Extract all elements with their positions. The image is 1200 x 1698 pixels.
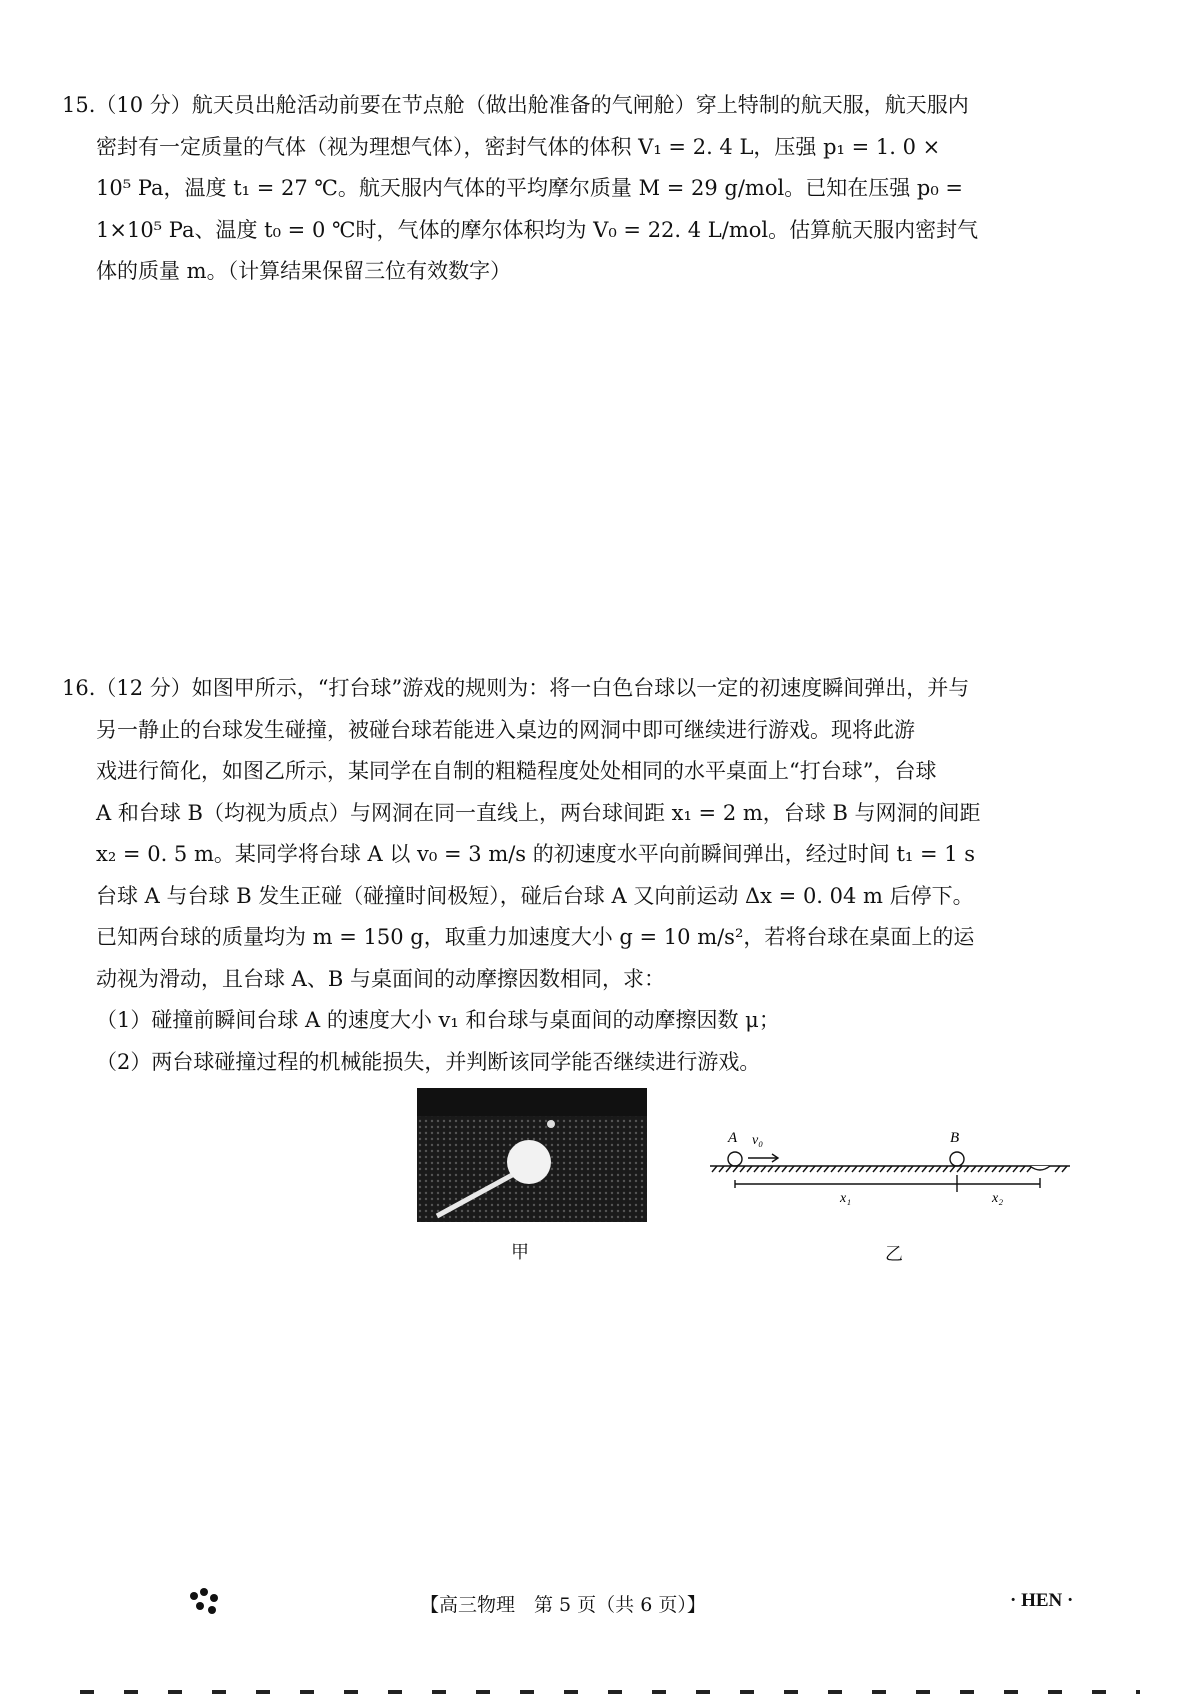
question-line: 另一静止的台球发生碰撞，被碰台球若能进入桌边的网洞中即可继续进行游戏。现将此游 bbox=[96, 717, 915, 742]
question-line: 动视为滑动，且台球 A、B 与桌面间的动摩擦因数相同，求： bbox=[96, 966, 665, 991]
billiard-photo bbox=[417, 1088, 647, 1222]
hatch-mark bbox=[740, 1166, 745, 1172]
hatch-mark bbox=[922, 1166, 927, 1172]
question-line: A 和台球 B（均视为质点）与网洞在同一直线上，两台球间距 x₁ = 2 m，台球 B 与网洞的间距 bbox=[96, 800, 981, 825]
hatch-mark bbox=[1055, 1166, 1060, 1172]
hatch-mark bbox=[859, 1166, 864, 1172]
hatch-mark bbox=[992, 1166, 997, 1172]
hatch-mark bbox=[719, 1166, 724, 1172]
distance-x2-label: x₂ bbox=[992, 1191, 1004, 1206]
question-line: 1×10⁵ Pa、温度 t₀ = 0 ℃时，气体的摩尔体积均为 V₀ = 22. 4 L/mol。估算航天服内密封气 bbox=[96, 217, 979, 242]
hatch-mark bbox=[824, 1166, 829, 1172]
hatch-mark bbox=[999, 1166, 1004, 1172]
hatch-mark bbox=[894, 1166, 899, 1172]
hatch-mark bbox=[852, 1166, 857, 1172]
hatch-mark bbox=[754, 1166, 759, 1172]
hatch-mark bbox=[1020, 1166, 1025, 1172]
hatch-mark bbox=[733, 1166, 738, 1172]
question-16 bbox=[62, 668, 1092, 1083]
question-line: x₂ = 0. 5 m。某同学将台球 A 以 v₀ = 3 m/s 的初速度水平向前瞬间弹出，经过时间 t₁ = 1 s bbox=[96, 842, 976, 866]
ball-b-label: B bbox=[950, 1130, 960, 1146]
hatch-mark bbox=[908, 1166, 913, 1172]
hatch-mark bbox=[789, 1166, 794, 1172]
hatch-mark bbox=[880, 1166, 885, 1172]
question-line: 戏进行简化，如图乙所示，某同学在自制的粗糙程度处处相同的水平桌面上“打台球”，台球 bbox=[96, 759, 937, 783]
hatch-mark bbox=[1013, 1166, 1018, 1172]
footer-code: · HEN · bbox=[1010, 1590, 1074, 1611]
figure-label-yi: 乙 bbox=[885, 1244, 903, 1265]
hatch-mark bbox=[887, 1166, 892, 1172]
hatch-mark bbox=[796, 1166, 801, 1172]
hatch-mark bbox=[1062, 1166, 1067, 1172]
hatch-mark bbox=[936, 1166, 941, 1172]
hatch-mark bbox=[761, 1166, 766, 1172]
sub-question-2: （2）两台球碰撞过程的机械能损失，并判断该同学能否继续进行游戏。 bbox=[96, 1049, 761, 1074]
hatch-mark bbox=[901, 1166, 906, 1172]
sub-question-1: （1）碰撞前瞬间台球 A 的速度大小 v₁ 和台球与桌面间的动摩擦因数 μ； bbox=[96, 1008, 780, 1032]
question-line: 密封有一定质量的气体（视为理想气体），密封气体的体积 V₁ = 2. 4 L，压强 p₁ = 1. 0 × bbox=[96, 134, 941, 159]
question-line: 台球 A 与台球 B 发生正碰（碰撞时间极短），碰后台球 A 又向前运动 Δx = 0. 04 m 后停下。 bbox=[96, 883, 974, 908]
question-line: 体的质量 m。（计算结果保留三位有效数字） bbox=[96, 259, 512, 283]
table-schematic bbox=[700, 1120, 1080, 1210]
figure-label-jia: 甲 bbox=[511, 1242, 529, 1263]
hatch-mark bbox=[964, 1166, 969, 1172]
bottom-dash-border bbox=[80, 1688, 1140, 1696]
hatch-mark bbox=[726, 1166, 731, 1172]
hatch-mark bbox=[817, 1166, 822, 1172]
hatch-mark bbox=[838, 1166, 843, 1172]
hatch-mark bbox=[712, 1166, 717, 1172]
hatch-mark bbox=[985, 1166, 990, 1172]
question-line: 15.（10 分）航天员出舱活动前要在节点舱（做出舱准备的气闸舱）穿上特制的航天服，航天服内 bbox=[62, 93, 969, 117]
hatch-mark bbox=[971, 1166, 976, 1172]
question-line: 10⁵ Pa，温度 t₁ = 27 ℃。航天服内气体的平均摩尔质量 M = 29 g/mol。已知在压强 p₀ = bbox=[96, 176, 964, 200]
velocity-label: v₀ bbox=[752, 1133, 764, 1148]
question-line: 已知两台球的质量均为 m = 150 g，取重力加速度大小 g = 10 m/s²，若将台球在桌面上的运 bbox=[96, 925, 975, 949]
hatch-mark bbox=[747, 1166, 752, 1172]
hatch-mark bbox=[775, 1166, 780, 1172]
hatch-mark bbox=[782, 1166, 787, 1172]
hatch-mark bbox=[1006, 1166, 1011, 1172]
hatch-mark bbox=[845, 1166, 850, 1172]
hatch-mark bbox=[866, 1166, 871, 1172]
hatch-mark bbox=[915, 1166, 920, 1172]
flower-logo-icon bbox=[186, 1586, 226, 1616]
hatch-mark bbox=[873, 1166, 878, 1172]
question-line: 16.（12 分）如图甲所示，“打台球”游戏的规则为：将一白色台球以一定的初速度瞬间弹出，并与 bbox=[62, 676, 970, 700]
hatch-mark bbox=[943, 1166, 948, 1172]
hatch-mark bbox=[810, 1166, 815, 1172]
ball-a-label: A bbox=[728, 1130, 738, 1146]
hatch-mark bbox=[768, 1166, 773, 1172]
hatch-mark bbox=[950, 1166, 955, 1172]
hatch-mark bbox=[978, 1166, 983, 1172]
hatch-mark bbox=[831, 1166, 836, 1172]
hatch-mark bbox=[957, 1166, 962, 1172]
page-footer: 【高三物理 第 5 页（共 6 页）】 bbox=[420, 1594, 706, 1616]
distance-x1-label: x₁ bbox=[840, 1191, 852, 1206]
hatch-mark bbox=[803, 1166, 808, 1172]
question-15 bbox=[62, 85, 1092, 293]
hatch-mark bbox=[929, 1166, 934, 1172]
